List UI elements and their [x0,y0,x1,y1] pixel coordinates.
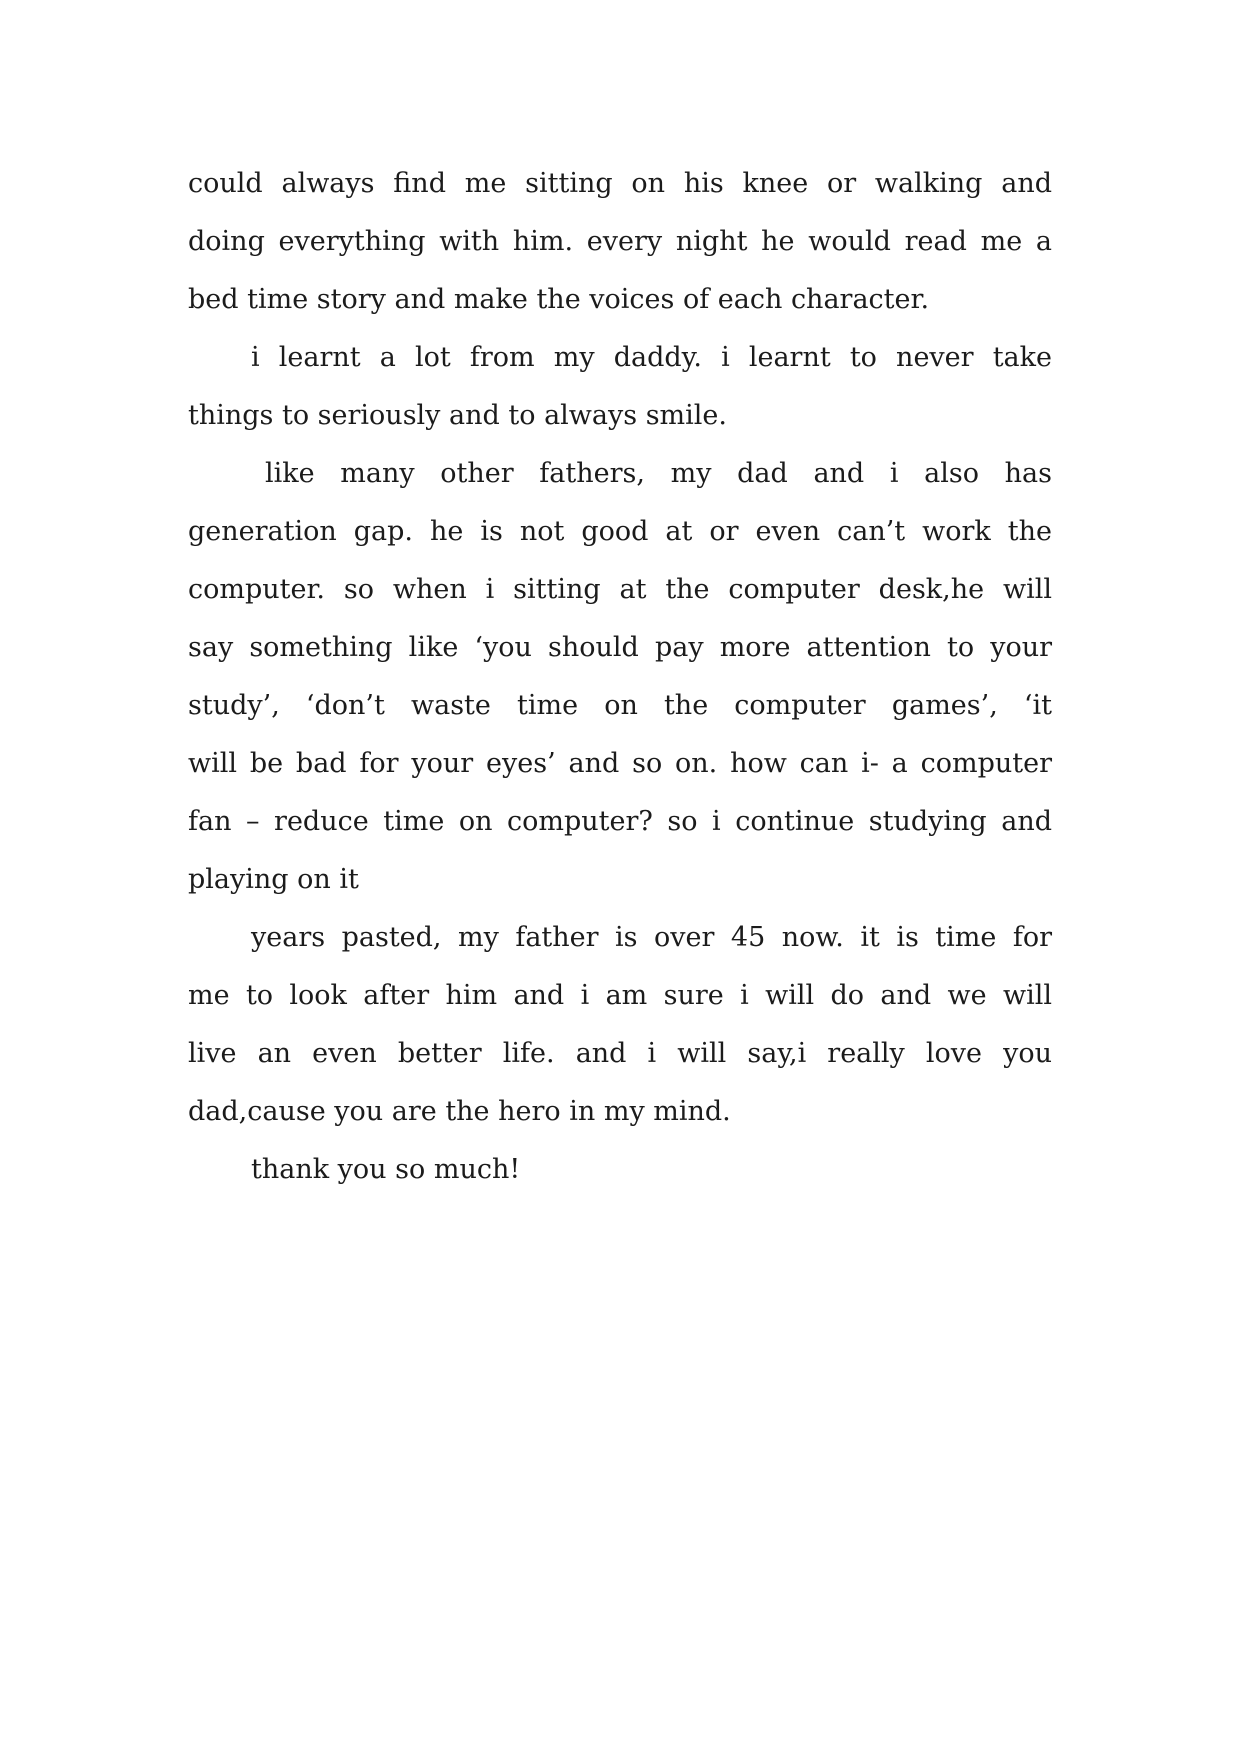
text-line: say something like ‘you should pay more attention to your [188,632,1052,663]
paragraph-start-line: like many other fathers, my dad and i also has [265,458,1052,489]
text-line: could always find me sitting on his knee or walking and [188,168,1052,199]
paragraph-start-line: i learnt a lot from my daddy. i learnt to never take [251,342,1052,373]
paragraph-start-line: years pasted, my father is over 45 now. it is time for [251,922,1052,953]
text-line: dad,cause you are the hero in my mind. [188,1096,731,1127]
text-line: study’, ‘don’t waste time on the computer games’, ‘it [188,690,1052,721]
text-line: doing everything with him. every night he would read me a [188,226,1052,257]
text-line: computer. so when i sitting at the computer desk,he will [188,574,1052,605]
text-line: live an even better life. and i will say,i really love you [188,1038,1052,1069]
text-line: me to look after him and i am sure i will do and we will [188,980,1052,1011]
paragraph-start-line: thank you so much! [251,1154,521,1185]
text-line: generation gap. he is not good at or even can’t work the [188,516,1052,547]
text-line: things to seriously and to always smile. [188,400,727,431]
text-line: fan – reduce time on computer? so i continue studying and [188,806,1052,837]
text-line: will be bad for your eyes’ and so on. how can i- a computer [188,748,1052,779]
text-line: bed time story and make the voices of each character. [188,284,930,315]
text-line: playing on it [188,864,359,895]
